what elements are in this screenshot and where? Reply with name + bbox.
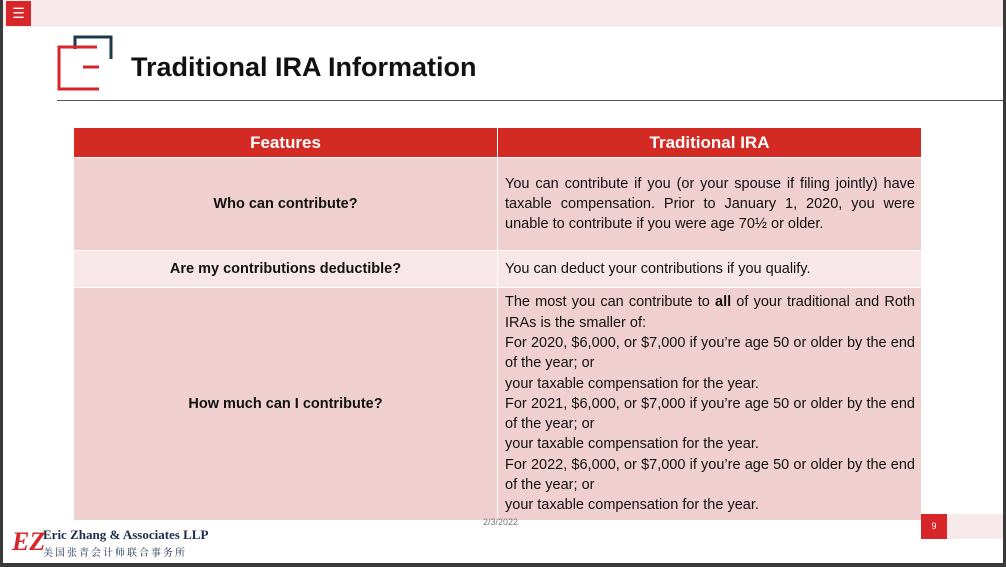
ira-features-table bbox=[73, 127, 922, 521]
page-number: 9 bbox=[921, 514, 947, 539]
menu-icon[interactable]: ☰ bbox=[6, 1, 31, 26]
slide-date: 2/3/2022 bbox=[483, 517, 519, 527]
firm-name-cn: 美国张青会计师联合事务所 bbox=[43, 548, 187, 559]
slide bbox=[3, 0, 1003, 563]
answer-text: You can deduct your contributions if you qualify. bbox=[505, 260, 811, 277]
table-header-row bbox=[74, 128, 922, 158]
header-features: Features bbox=[74, 128, 498, 158]
table-row bbox=[74, 158, 922, 251]
slide-logo-icon bbox=[55, 33, 113, 93]
title-divider bbox=[57, 100, 1003, 101]
top-bar bbox=[3, 0, 1003, 27]
answer-line: For 2022, $6,000, or $7,000 if you’re age 50 or older by the end of the year; or bbox=[505, 456, 915, 494]
page-title: Traditional IRA Information bbox=[131, 52, 477, 82]
feature-cell: Who can contribute? bbox=[74, 158, 498, 251]
svg-text:EZ: EZ bbox=[12, 527, 46, 556]
feature-cell: How much can I contribute? bbox=[74, 288, 498, 521]
answer-cell bbox=[498, 158, 922, 251]
table-row bbox=[74, 251, 922, 288]
answer-text: You can contribute if you (or your spouse if filing jointly) have taxable compensation. Prior to January 1, 2020, you were unable to contribute if you were age 70½ or older. bbox=[505, 175, 915, 233]
table-row bbox=[74, 288, 922, 521]
answer-line: your taxable compensation for the year. bbox=[505, 375, 759, 392]
page-strip bbox=[947, 514, 1003, 539]
answer-line: your taxable compensation for the year. bbox=[505, 436, 759, 453]
feature-cell: Are my contributions deductible? bbox=[74, 251, 498, 288]
answer-cell bbox=[498, 251, 922, 288]
answer-cell bbox=[498, 288, 922, 521]
answer-line: For 2020, $6,000, or $7,000 if you’re age 50 or older by the end of the year; or bbox=[505, 334, 915, 372]
answer-line: your taxable compensation for the year. bbox=[505, 497, 759, 514]
answer-line: For 2021, $6,000, or $7,000 if you’re age 50 or older by the end of the year; or bbox=[505, 395, 915, 433]
header-traditional-ira: Traditional IRA bbox=[498, 128, 922, 158]
firm-name: Eric Zhang & Associates LLP bbox=[43, 527, 209, 542]
answer-intro: The most you can contribute to all of your traditional and Roth IRAs is the smaller of: bbox=[505, 294, 915, 331]
